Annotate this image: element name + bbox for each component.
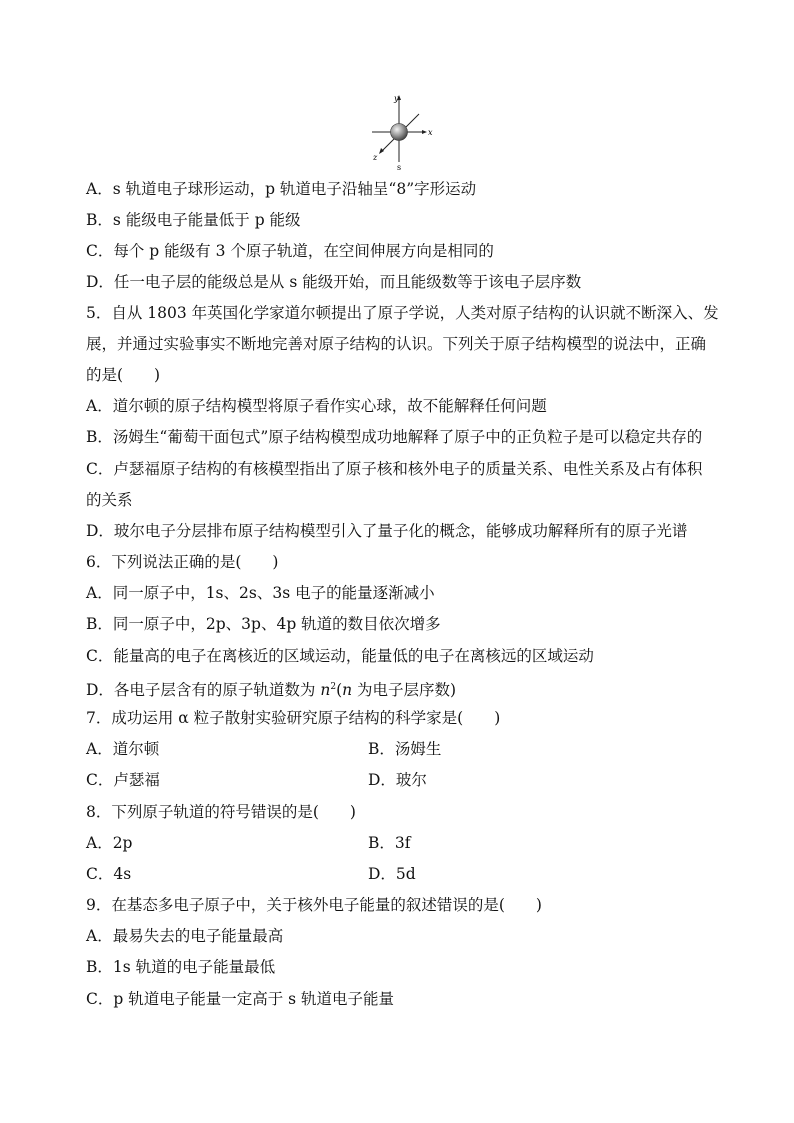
q4-option-c: C．每个 p 能级有 3 个原子轨道，在空间伸展方向是相同的 xyxy=(86,242,494,260)
q7-stem: 7．成功运用 α 粒子散射实验研究原子结构的科学家是( ) xyxy=(86,709,501,727)
q7-option-a: A．道尔顿 xyxy=(86,740,160,758)
q8-stem: 8．下列原子轨道的符号错误的是( ) xyxy=(86,803,356,821)
q4-option-b: B．s 能级电子能量低于 p 能级 xyxy=(86,211,301,229)
s-orbital-label: s xyxy=(397,163,402,172)
q8-options-row-1 xyxy=(86,832,726,854)
q8-option-a: A．2p xyxy=(86,834,133,852)
q9-stem: 9．在基态多电子原子中，关于核外电子能量的叙述错误的是( ) xyxy=(86,896,542,914)
q9-option-a: A．最易失去的电子能量最高 xyxy=(86,927,284,945)
q6-option-d xyxy=(86,676,726,701)
x-axis-label: x xyxy=(428,128,433,137)
q6-option-d-exponent: 2 xyxy=(330,682,337,692)
q8-option-b: B．3f xyxy=(368,834,411,852)
q6-option-a: A．同一原子中，1s、2s、3s 电子的能量逐渐减小 xyxy=(86,584,435,602)
q8-option-c: C．4s xyxy=(86,865,132,883)
q6-option-d-variable-n-2: n xyxy=(342,681,353,699)
q5-option-d: D．玻尔电子分层排布原子结构模型引入了量子化的概念，能够成功解释所有的原子光谱 xyxy=(86,522,688,540)
q7-option-b: B．汤姆生 xyxy=(368,740,442,758)
q8-options-row-2 xyxy=(86,863,726,885)
q5-stem-line-3: 的是( ) xyxy=(86,366,161,384)
q6-option-d-suffix: 为电子层序数) xyxy=(352,681,457,699)
q7-option-d: D．玻尔 xyxy=(368,771,427,789)
q6-stem: 6．下列说法正确的是( ) xyxy=(86,553,279,571)
q5-option-c-line-1: C．卢瑟福原子结构的有核模型指出了原子核和核外电子的质量关系、电性关系及占有体积 xyxy=(86,460,703,478)
q9-option-b: B．1s 轨道的电子能量最低 xyxy=(86,958,276,976)
q6-option-d-prefix: D．各电子层含有的原子轨道数为 xyxy=(86,681,321,699)
s-orbital-axes-figure xyxy=(364,92,436,172)
q7-options-row-1 xyxy=(86,738,726,760)
z-axis-label: z xyxy=(373,153,378,162)
z-axis-arrow xyxy=(379,148,384,154)
q7-option-c: C．卢瑟福 xyxy=(86,771,160,789)
q9-option-c: C．p 轨道电子能量一定高于 s 轨道电子能量 xyxy=(86,990,395,1008)
q6-option-c: C．能量高的电子在离核近的区域运动，能量低的电子在离核远的区域运动 xyxy=(86,647,594,665)
q6-option-d-variable-n: n xyxy=(320,681,331,699)
q5-option-c-line-2: 的关系 xyxy=(86,491,133,509)
q5-stem-line-1: 5．自从 1803 年英国化学家道尔顿提出了原子学说，人类对原子结构的认识就不断深入、发 xyxy=(86,304,719,322)
q5-stem-line-2: 展，并通过实验事实不断地完善对原子结构的认识。下列关于原子结构模型的说法中，正确 xyxy=(86,335,707,353)
s-orbital-sphere xyxy=(391,124,408,141)
x-axis-arrow xyxy=(422,130,427,134)
q7-options-row-2 xyxy=(86,769,726,791)
q6-option-d-paren: ( xyxy=(336,681,343,699)
q5-option-a: A．道尔顿的原子结构模型将原子看作实心球，故不能解释任何问题 xyxy=(86,397,547,415)
q8-option-d: D．5d xyxy=(368,865,416,883)
q4-option-a: A．s 轨道电子球形运动，p 轨道电子沿轴呈“8”字形运动 xyxy=(86,180,477,198)
q4-option-d: D．任一电子层的能级总是从 s 能级开始，而且能级数等于该电子层序数 xyxy=(86,273,582,291)
y-axis-label: y xyxy=(394,94,399,103)
q5-option-b: B．汤姆生“葡萄干面包式”原子结构模型成功地解释了原子中的正负粒子是可以稳定共存的 xyxy=(86,428,703,446)
q6-option-b: B．同一原子中，2p、3p、4p 轨道的数目依次增多 xyxy=(86,615,441,633)
